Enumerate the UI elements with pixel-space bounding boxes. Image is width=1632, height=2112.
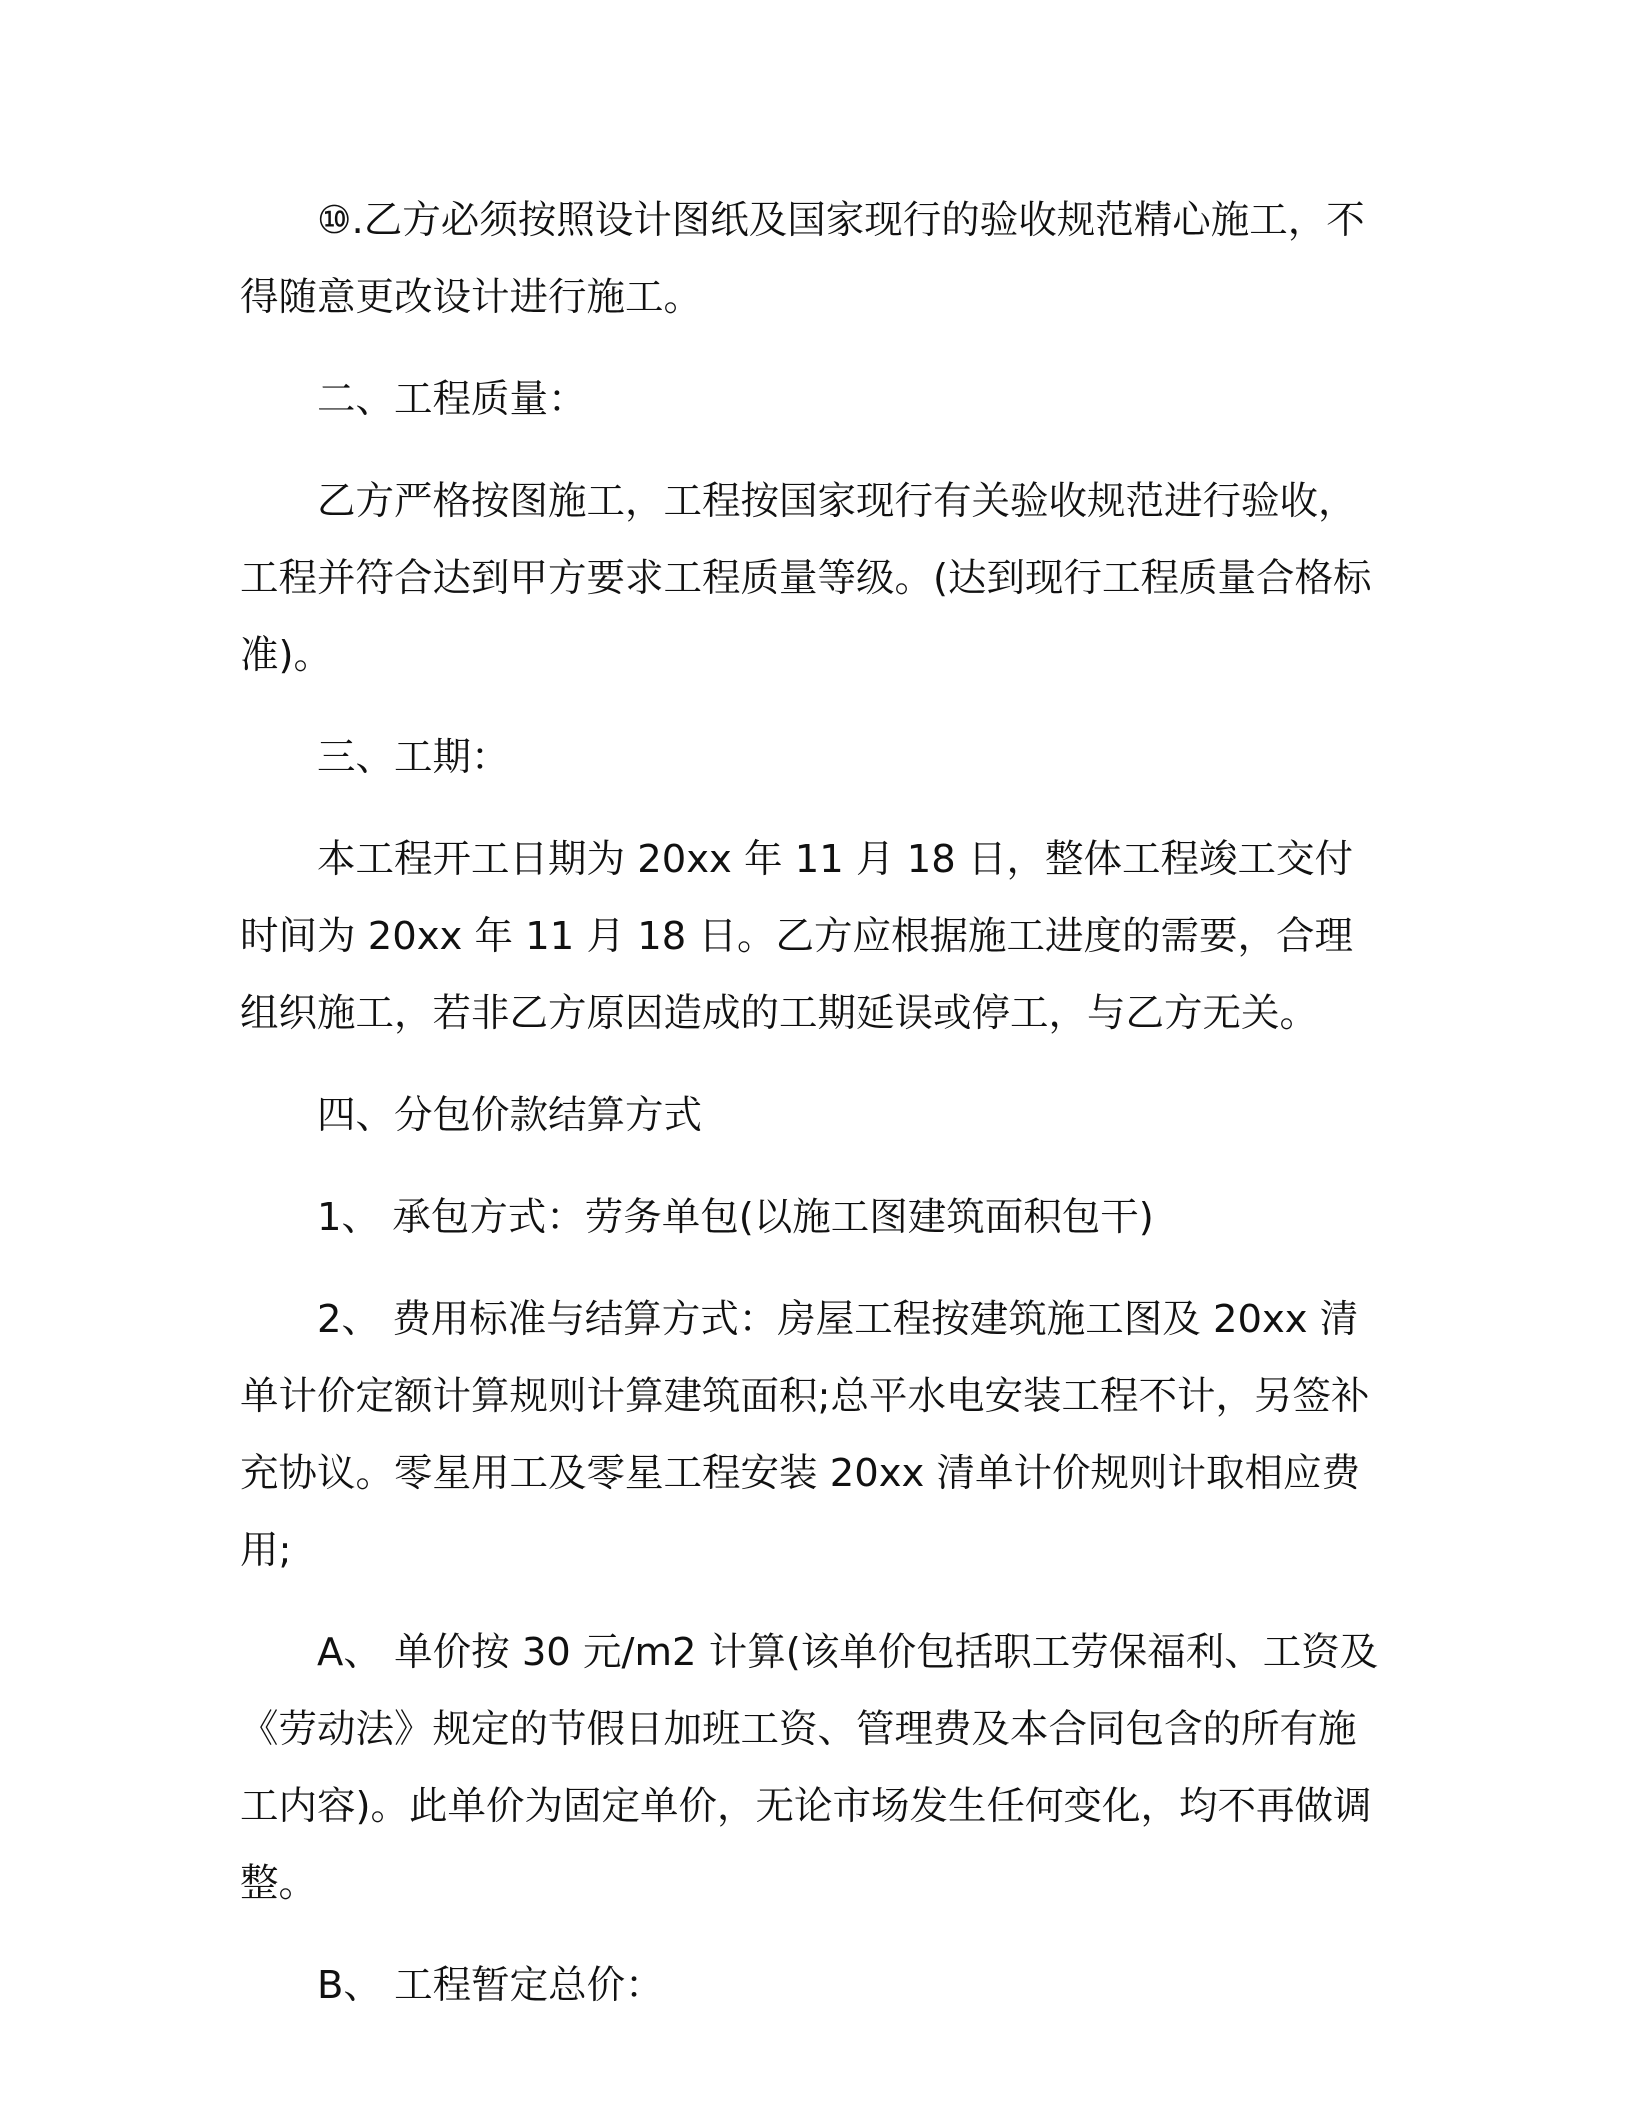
section-heading-schedule: 三、工期： bbox=[317, 735, 510, 780]
fee-standard-paragraph: 2、 费用标准与结算方式：房屋工程按建筑施工图及 20xx 清单计价定额计算规则计算建筑面积;总平水电安装工程不计，另签补充协议。零星用工及零星工程安装 20xx 清单计价规则计取相应费用; bbox=[240, 1297, 1370, 1573]
document-body bbox=[240, 182, 1390, 2024]
total-price-paragraph: B、 工程暂定总价： bbox=[317, 1963, 664, 2008]
unit-price-paragraph: A、 单价按 30 元/m2 计算(该单价包括职工劳保福利、工资及《劳动法》规定的节假日加班工资、管理费及本合同包含的所有施工内容)。此单价为固定单价，无论市场发生任何变化，均不再做调整。 bbox=[240, 1630, 1379, 1906]
section-heading-payment: 四、分包价款结算方式 bbox=[317, 1093, 703, 1138]
clause-10-paragraph: ⑩.乙方必须按照设计图纸及国家现行的验收规范精心施工，不得随意更改设计进行施工。 bbox=[240, 198, 1365, 320]
section-heading-quality: 二、工程质量： bbox=[317, 377, 587, 422]
quality-paragraph: 乙方严格按图施工，工程按国家现行有关验收规范进行验收，工程并符合达到甲方要求工程质量等级。(达到现行工程质量合格标准)。 bbox=[240, 479, 1372, 678]
schedule-paragraph: 本工程开工日期为 20xx 年 11 月 18 日，整体工程竣工交付时间为 20xx 年 11 月 18 日。乙方应根据施工进度的需要，合理组织施工，若非乙方原因造成的工期延误或停工，与乙方无关。 bbox=[240, 837, 1353, 1036]
contract-method-paragraph: 1、 承包方式：劳务单包(以施工图建筑面积包干) bbox=[317, 1195, 1154, 1240]
